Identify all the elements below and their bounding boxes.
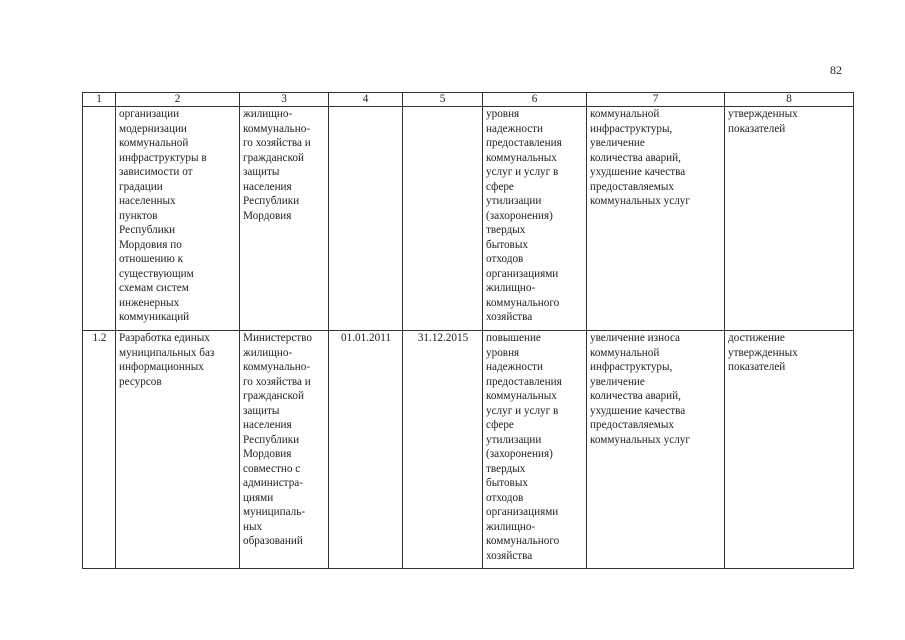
column-header: 5 (403, 93, 483, 107)
row-number-cell (83, 107, 116, 331)
column-header: 8 (725, 93, 854, 107)
column-header: 1 (83, 93, 116, 107)
measures-table (82, 92, 854, 569)
start-date-cell: 01.01.2011 (329, 331, 403, 569)
end-date-cell (403, 107, 483, 331)
column-header: 3 (240, 93, 329, 107)
column-number-row (83, 93, 854, 107)
end-date-cell: 31.12.2015 (403, 331, 483, 569)
table-row (83, 331, 854, 569)
start-date-cell (329, 107, 403, 331)
executor-cell: Министерство жилищно- коммунально- го хозяйства и гражданской защиты населения Республики Мордовия совместно с администра- циями муниципаль- ных образований (240, 331, 329, 569)
indicator-cell: достижение утвержденных показателей (725, 331, 854, 569)
indicator-cell: утвержденных показателей (725, 107, 854, 331)
executor-cell: жилищно- коммунально- го хозяйства и гражданской защиты населения Республики Мордовия (240, 107, 329, 331)
table-row (83, 107, 854, 331)
measure-name-cell: организации модернизации коммунальной инфраструктуры в зависимости от градации населенных пунктов Республики Мордовия по отношению к существующим схемам систем инженерных коммуникаций (116, 107, 240, 331)
expected-result-cell: уровня надежности предоставления коммунальных услуг и услуг в сфере утилизации (захоронения) твердых бытовых отходов организациями жилищно- коммунального хозяйства (483, 107, 587, 331)
column-header: 6 (483, 93, 587, 107)
row-number-cell: 1.2 (83, 331, 116, 569)
consequences-cell: увеличение износа коммунальной инфраструктуры, увеличение количества аварий, ухудшение качества предоставляемых коммунальных услуг (587, 331, 725, 569)
page-number: 82 (830, 63, 842, 77)
column-header: 2 (116, 93, 240, 107)
column-header: 7 (587, 93, 725, 107)
expected-result-cell: повышение уровня надежности предоставления коммунальных услуг и услуг в сфере утилизации (захоронения) твердых бытовых отходов организациями жилищно- коммунального хозяйства (483, 331, 587, 569)
measure-name-cell: Разработка единых муниципальных баз информационных ресурсов (116, 331, 240, 569)
consequences-cell: коммунальной инфраструктуры, увеличение количества аварий, ухудшение качества предоставляемых коммунальных услуг (587, 107, 725, 331)
column-header: 4 (329, 93, 403, 107)
